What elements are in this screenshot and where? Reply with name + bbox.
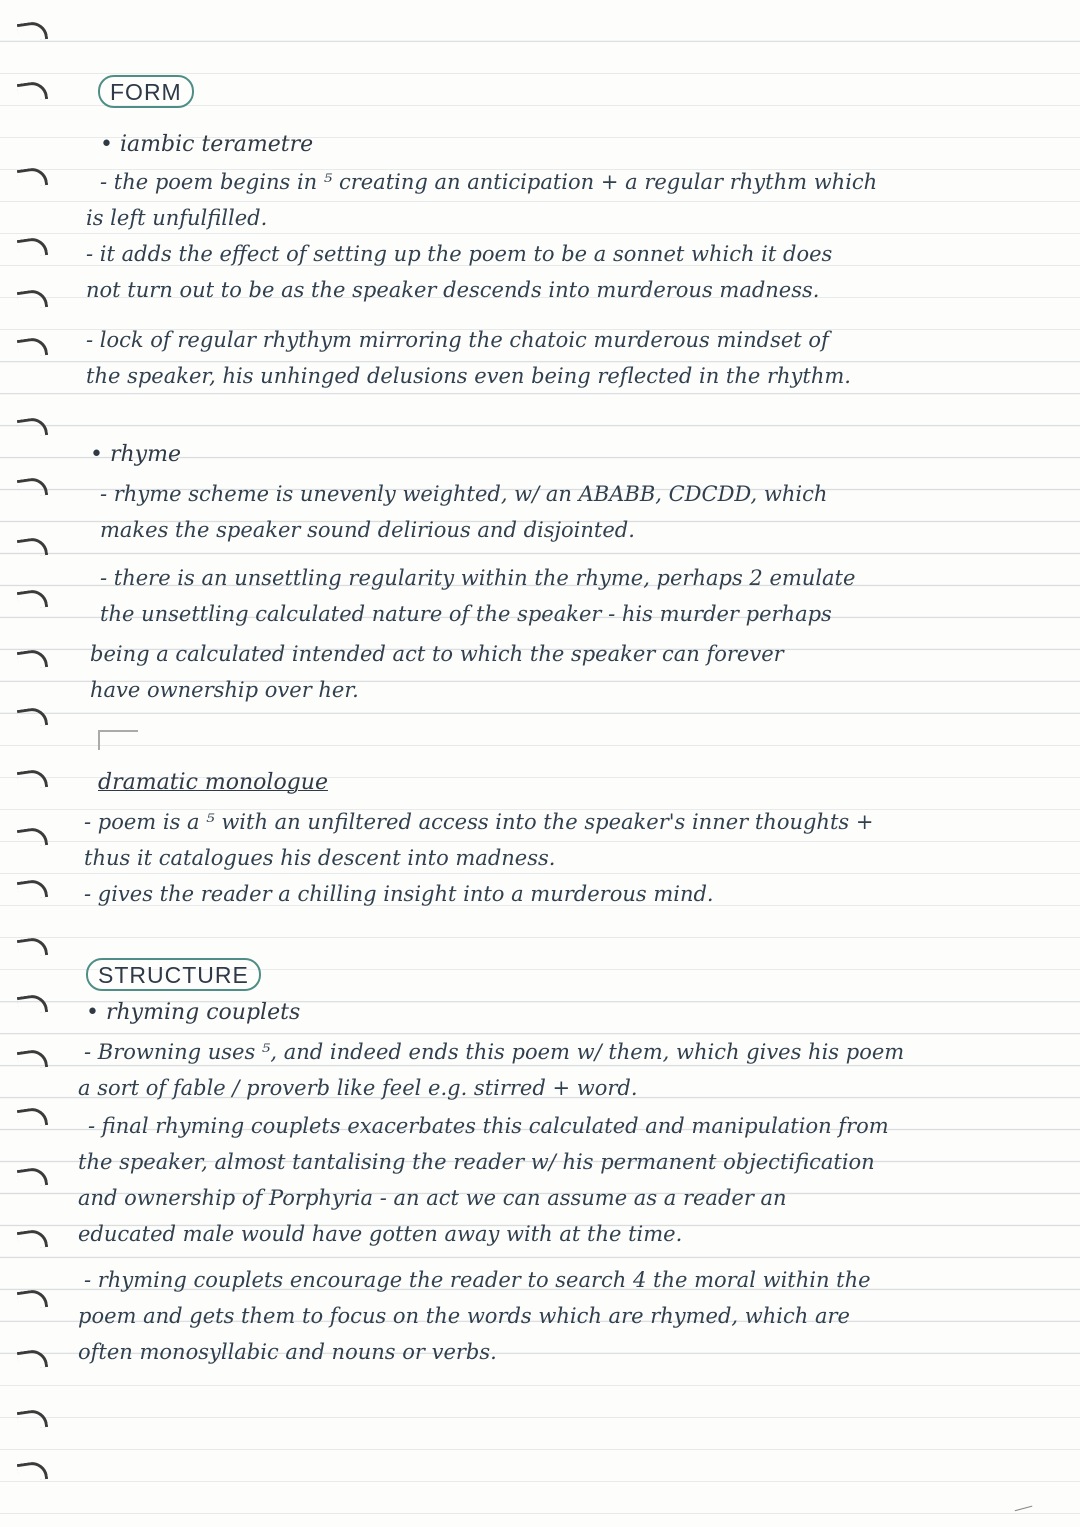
binding-ring	[17, 1048, 48, 1071]
iambic-line: - it adds the effect of setting up the poem to be a sonnet which it does	[86, 242, 833, 266]
couplets-line: - final rhyming couplets exacerbates this calculated and manipulation from	[88, 1114, 889, 1138]
rhyme-line: being a calculated intended act to which the speaker can forever	[90, 642, 784, 666]
iambic-line: - the poem begins in ⁵ creating an anticipation + a regular rhythm which	[100, 170, 878, 194]
rhyming-couplets-subheading: • rhyming couplets	[86, 1000, 301, 1025]
binding-ring	[17, 1228, 48, 1251]
binding-ring	[17, 878, 48, 901]
iambic-subheading: • iambic terametre	[100, 132, 314, 157]
binding-ring	[17, 588, 48, 611]
iambic-line: not turn out to be as the speaker descends into murderous madness.	[86, 278, 820, 302]
dramatic-line: thus it catalogues his descent into madness.	[84, 846, 556, 870]
binding-ring	[17, 768, 48, 791]
binding-ring	[17, 536, 48, 559]
rhyme-line: the unsettling calculated nature of the speaker - his murder perhaps	[100, 602, 832, 626]
rhyme-subheading: • rhyme	[90, 442, 181, 467]
binding-ring	[17, 288, 48, 311]
couplets-line: often monosyllabic and nouns or verbs.	[78, 1340, 497, 1364]
dramatic-line: - gives the reader a chilling insight into a murderous mind.	[84, 882, 714, 906]
binding-ring	[17, 648, 48, 671]
iambic-line: - lock of regular rhythym mirroring the chatoic murderous mindset of	[86, 328, 829, 352]
binding-ring	[17, 476, 48, 499]
couplets-line: the speaker, almost tantalising the reader w/ his permanent objectification	[78, 1150, 875, 1174]
rhyme-line: makes the speaker sound delirious and disjointed.	[100, 518, 635, 542]
binding-ring	[17, 416, 48, 439]
binding-ring	[17, 1106, 48, 1129]
couplets-line: - Browning uses ⁵, and indeed ends this poem w/ them, which gives his poem	[84, 1040, 905, 1064]
iambic-line: is left unfulfilled.	[86, 206, 268, 230]
binding-ring	[17, 1408, 48, 1431]
iambic-line: the speaker, his unhinged delusions even being reflected in the rhythm.	[86, 364, 851, 388]
notes-content	[78, 70, 1053, 1500]
binding-ring	[17, 993, 48, 1016]
binding-ring	[17, 1166, 48, 1189]
couplets-line: a sort of fable / proverb like feel e.g. stirred + word.	[78, 1076, 638, 1100]
binding-ring	[17, 706, 48, 729]
rhyme-line: have ownership over her.	[90, 678, 359, 702]
binding-ring	[17, 236, 48, 259]
binding-ring	[17, 166, 48, 189]
binding-ring	[17, 1288, 48, 1311]
rhyme-line: - rhyme scheme is unevenly weighted, w/ an ABABB, CDCDD, which	[100, 482, 828, 506]
binding-ring	[17, 80, 48, 103]
couplets-line: poem and gets them to focus on the words which are rhymed, which are	[78, 1304, 850, 1328]
binding-ring	[17, 1460, 48, 1483]
bracket-mark	[98, 730, 138, 750]
page-mark	[1014, 1502, 1033, 1511]
binding-ring	[17, 936, 48, 959]
dramatic-line: - poem is a ⁵ with an unfiltered access into the speaker's inner thoughts +	[84, 810, 874, 834]
spiral-binding	[0, 0, 70, 1527]
rhyme-line: - there is an unsettling regularity within the rhyme, perhaps 2 emulate	[100, 566, 856, 590]
binding-ring	[17, 1348, 48, 1371]
structure-heading: STRUCTURE	[86, 958, 261, 991]
dramatic-monologue-subheading: dramatic monologue	[98, 770, 328, 795]
couplets-line: and ownership of Porphyria - an act we can assume as a reader an	[78, 1186, 787, 1210]
form-heading: FORM	[98, 75, 194, 108]
binding-ring	[17, 336, 48, 359]
couplets-line: - rhyming couplets encourage the reader to search 4 the moral within the	[84, 1268, 871, 1292]
binding-ring	[17, 20, 48, 43]
couplets-line: educated male would have gotten away with at the time.	[78, 1222, 683, 1246]
binding-ring	[17, 826, 48, 849]
